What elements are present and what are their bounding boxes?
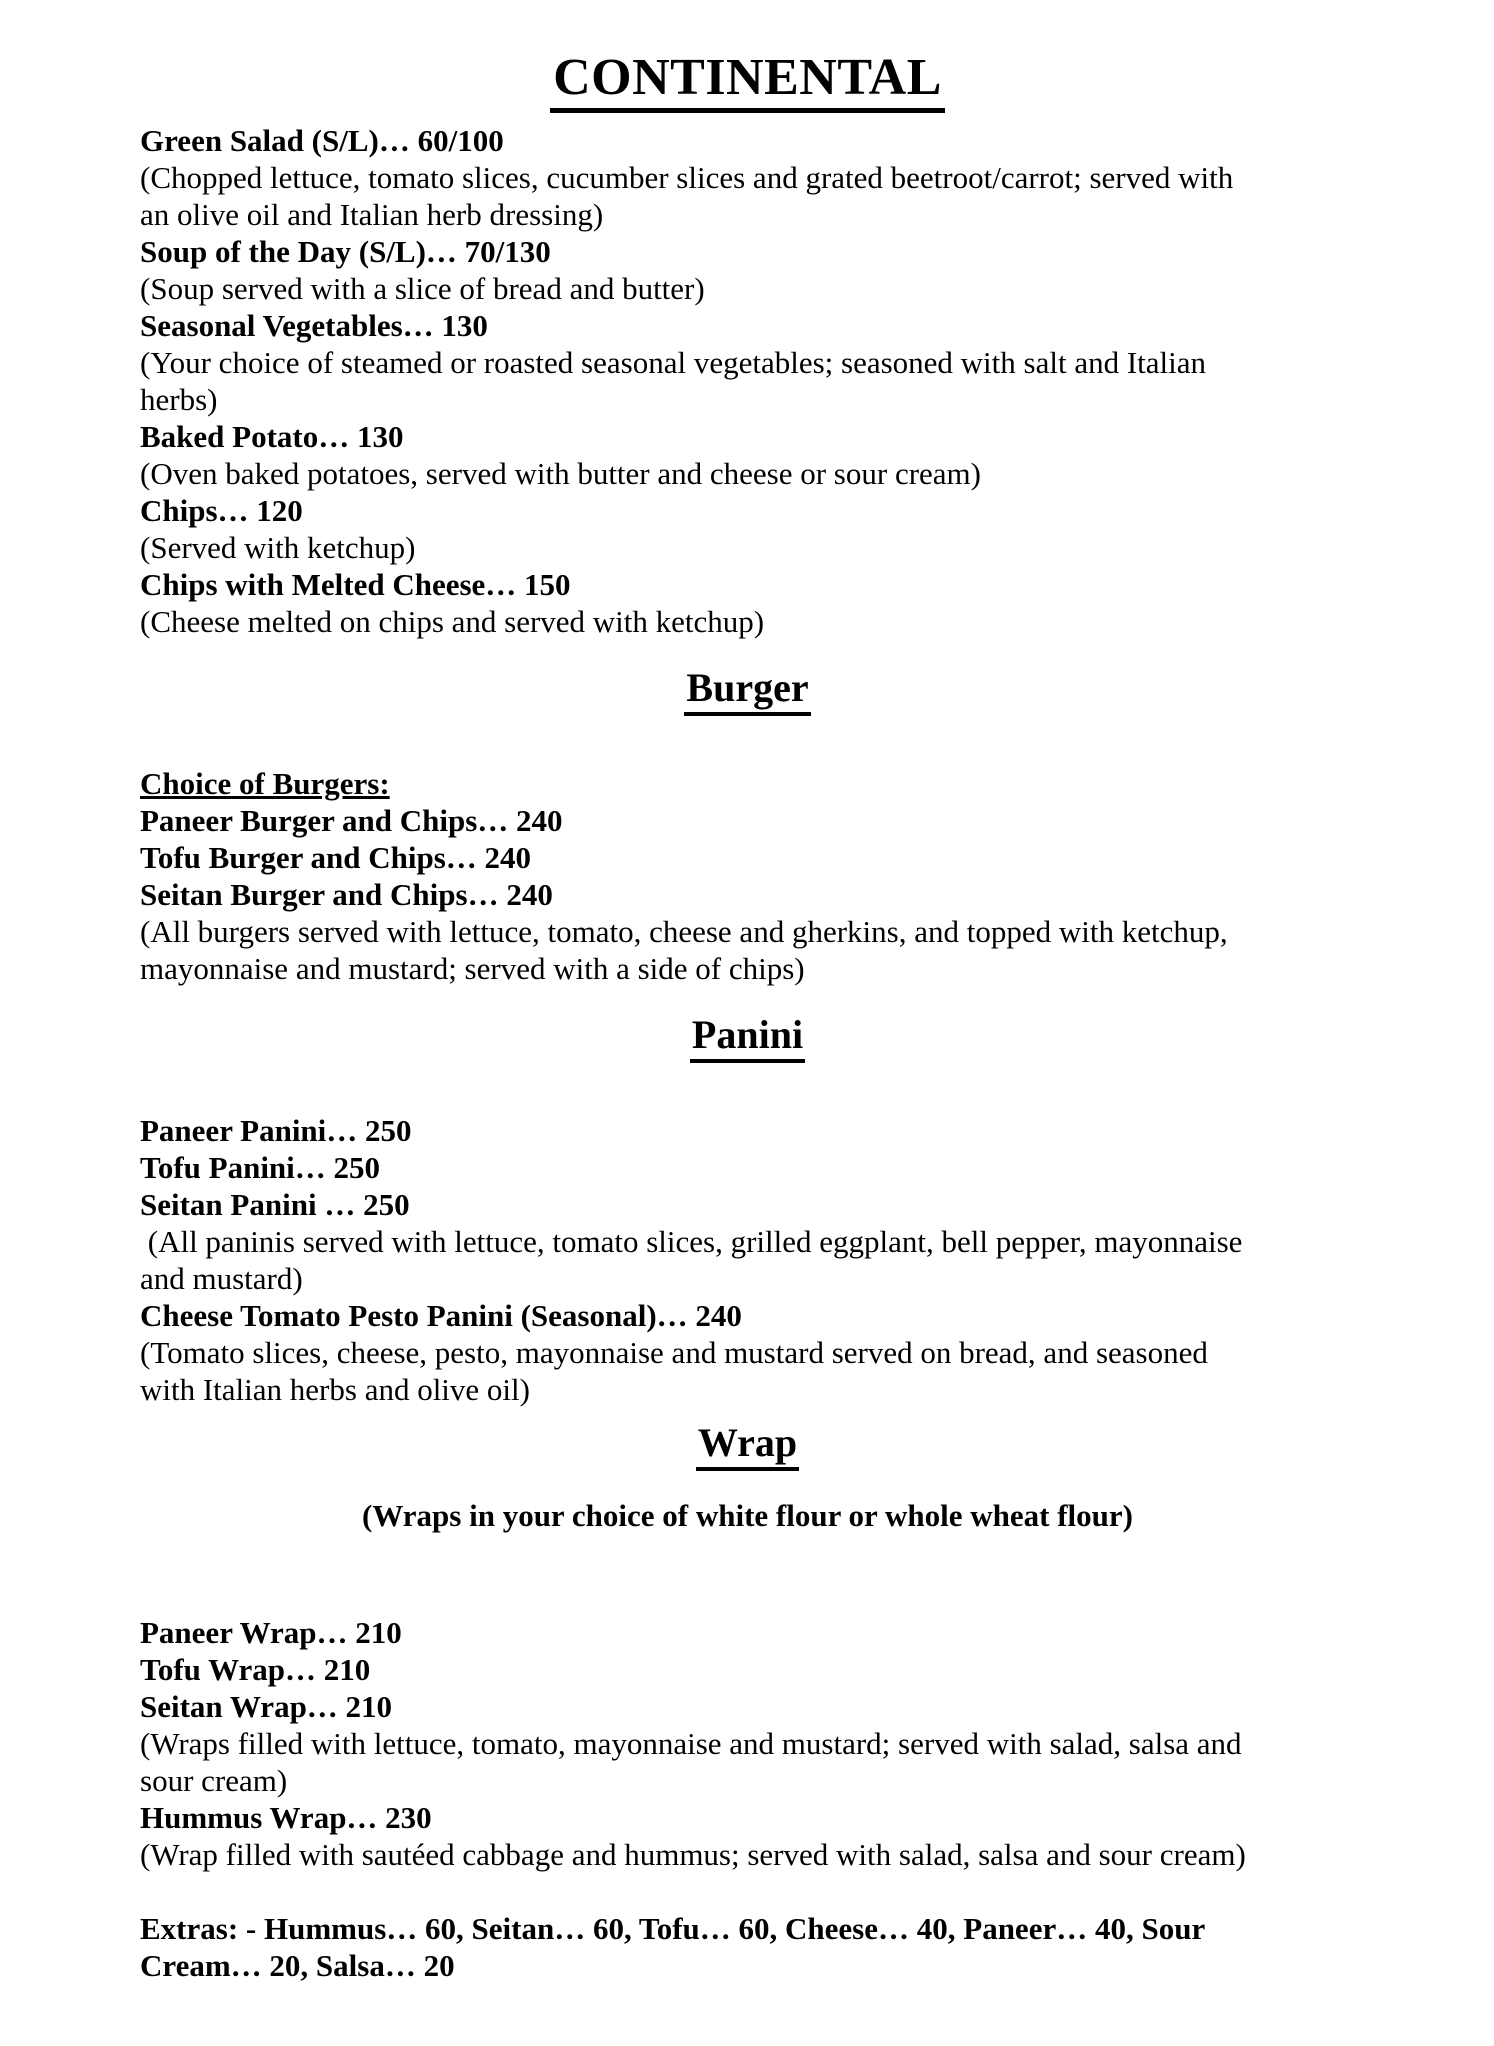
menu-item-description: (Tomato slices, cheese, pesto, mayonnaise and mustard served on bread, and seasoned with Italian herbs and olive oil) <box>140 1335 1208 1407</box>
menu-item-name: Seasonal Vegetables… 130 <box>140 308 488 343</box>
section-heading-wrap: Wrap <box>140 1420 1355 1466</box>
menu-item-description: (Chopped lettuce, tomato slices, cucumber slices and grated beetroot/carrot; served with an olive oil and Italian herb dressing) <box>140 160 1234 232</box>
menu-item-description: (Wrap filled with sautéed cabbage and hummus; served with salad, salsa and sour cream) <box>140 1837 1246 1872</box>
section-panini <box>140 1112 1355 1408</box>
menu-item-name: Seitan Burger and Chips… 240 <box>140 877 553 912</box>
menu-item-description: (Wraps filled with lettuce, tomato, mayonnaise and mustard; served with salad, salsa and sour cream) <box>140 1726 1242 1798</box>
menu-item-name: Paneer Panini… 250 <box>140 1113 412 1148</box>
section-heading-panini: Panini <box>140 1012 1355 1058</box>
menu-item-description: (Oven baked potatoes, served with butter and cheese or sour cream) <box>140 456 981 491</box>
menu-item-name: Chips… 120 <box>140 493 303 528</box>
menu-item-name: Paneer Wrap… 210 <box>140 1615 402 1650</box>
menu-item-name: Tofu Burger and Chips… 240 <box>140 840 532 875</box>
menu-item-name: Chips with Melted Cheese… 150 <box>140 567 571 602</box>
menu-item-name: Green Salad (S/L)… 60/100 <box>140 123 504 158</box>
wrap-section-subtitle: (Wraps in your choice of white flour or whole wheat flour) <box>362 1498 1133 1533</box>
menu-item-name: Tofu Wrap… 210 <box>140 1652 371 1687</box>
burger-choice-intro: Choice of Burgers: <box>140 766 390 801</box>
menu-item-description: (Your choice of steamed or roasted seasonal vegetables; seasoned with salt and Italian herbs) <box>140 345 1207 417</box>
section-wrap <box>140 1614 1355 1873</box>
menu-item-name: Hummus Wrap… 230 <box>140 1800 432 1835</box>
menu-item-description: (Cheese melted on chips and served with ketchup) <box>140 604 765 639</box>
menu-item-name: Cheese Tomato Pesto Panini (Seasonal)… 240 <box>140 1298 742 1333</box>
menu-item-name: Soup of the Day (S/L)… 70/130 <box>140 234 551 269</box>
menu-item-description: (Served with ketchup) <box>140 530 416 565</box>
section-burger <box>140 765 1355 987</box>
menu-title: CONTINENTAL <box>140 48 1355 108</box>
menu-item-description: (All paninis served with lettuce, tomato slices, grilled eggplant, bell pepper, mayonnaise and mustard) <box>140 1224 1251 1296</box>
menu-item-description: (Soup served with a slice of bread and butter) <box>140 271 705 306</box>
extras-line: Extras: - Hummus… 60, Seitan… 60, Tofu… 60, Cheese… 40, Paneer… 40, Sour Cream… 20, Salsa… 20 <box>140 1911 1205 1983</box>
menu-item-name: Tofu Panini… 250 <box>140 1150 381 1185</box>
section-continental <box>140 122 1355 640</box>
menu-item-name: Paneer Burger and Chips… 240 <box>140 803 563 838</box>
menu-item-name: Baked Potato… 130 <box>140 419 404 454</box>
menu-item-name: Seitan Panini … 250 <box>140 1187 410 1222</box>
menu-item-name: Seitan Wrap… 210 <box>140 1689 393 1724</box>
section-heading-burger: Burger <box>140 665 1355 711</box>
menu-item-description: (All burgers served with lettuce, tomato, cheese and gherkins, and topped with ketchup, mayonnaise and mustard; served with a side of chips) <box>140 914 1228 986</box>
